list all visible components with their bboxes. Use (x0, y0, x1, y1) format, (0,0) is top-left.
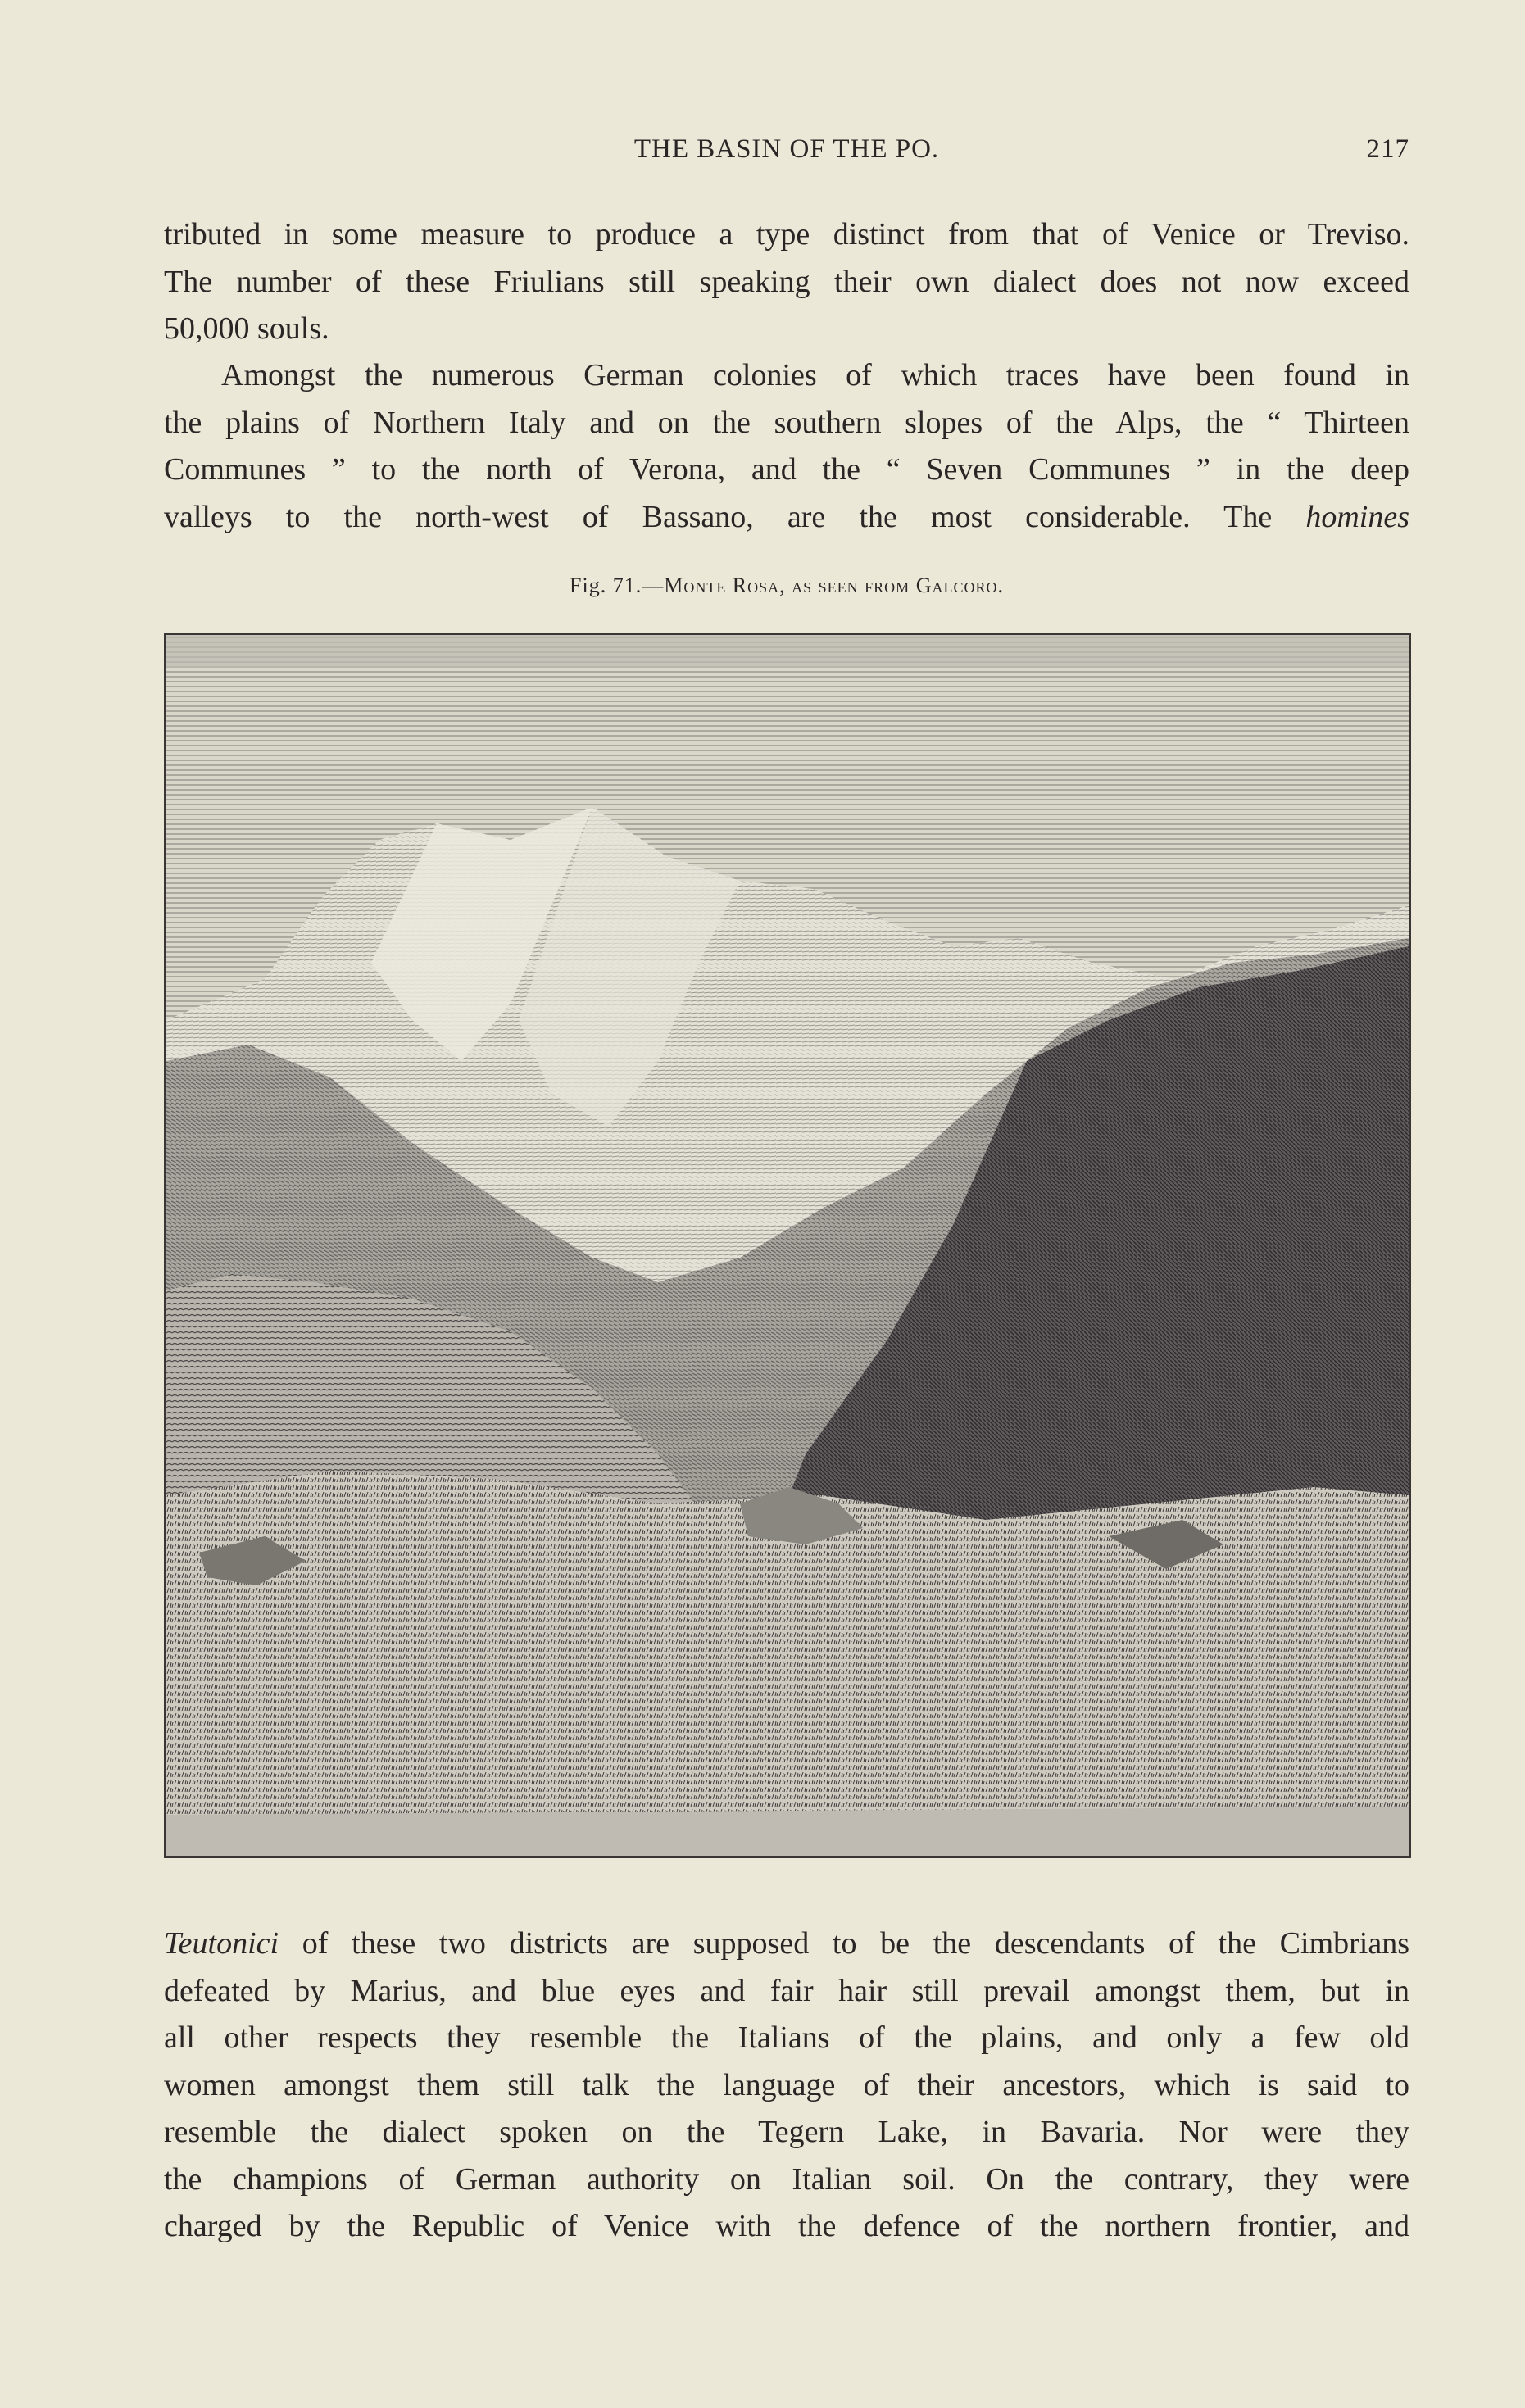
text-line: Communes ” to the north of Verona, and the “ Seven Communes ” in the deep (164, 452, 1409, 487)
figure-title: Monte Rosa, as seen from Galcoro. (664, 574, 1004, 597)
running-head (164, 134, 1409, 172)
italic-word: homines (1305, 499, 1409, 534)
paragraph-3 (164, 1921, 1409, 2251)
text-line: The number of these Friulians still speaking their own dialect does not now exceed (164, 264, 1409, 299)
running-title: THE BASIN OF THE PO. (633, 134, 940, 164)
text-segment: of these two districts are supposed to be the descendants of the Cimbrians (279, 1926, 1409, 1961)
text-line: Amongst the numerous German colonies of which traces have been found in (221, 358, 1409, 392)
text-line: charged by the Republic of Venice with the defence of the northern frontier, and (164, 2209, 1409, 2243)
page-number: 217 (1366, 134, 1409, 164)
text-line (164, 1921, 1409, 1968)
text-line: 50,000 souls. (164, 311, 329, 346)
engraving-illustration (164, 633, 1411, 1858)
text-line: defeated by Marius, and blue eyes and fair hair still prevail amongst them, but in (164, 1973, 1409, 2008)
text-line: the champions of German authority on Italian soil. On the contrary, they were (164, 2161, 1409, 2197)
text-line: women amongst them still talk the language of their ancestors, which is said to (164, 2067, 1409, 2102)
text-line: the plains of Northern Italy and on the southern slopes of the Alps, the “ Thirteen (164, 405, 1409, 440)
text-line: resemble the dialect spoken on the Tegern Lake, in Bavaria. Nor were they (164, 2115, 1409, 2149)
figure-number: Fig. 71.— (570, 574, 665, 597)
paragraph-2 (164, 352, 1409, 541)
figure-caption (164, 574, 1409, 598)
mountain-engraving (166, 635, 1409, 1856)
paragraph-1 (164, 211, 1409, 353)
text-line (164, 494, 1409, 542)
italic-word: Teutonici (164, 1926, 279, 1961)
text-line: tributed in some measure to produce a type distinct from that of Venice or Treviso. (164, 217, 1409, 252)
text-line: all other respects they resemble the Italians of the plains, and only a few old (164, 2020, 1409, 2055)
text-segment: valleys to the north-west of Bassano, are the most considerable. The (164, 499, 1306, 534)
